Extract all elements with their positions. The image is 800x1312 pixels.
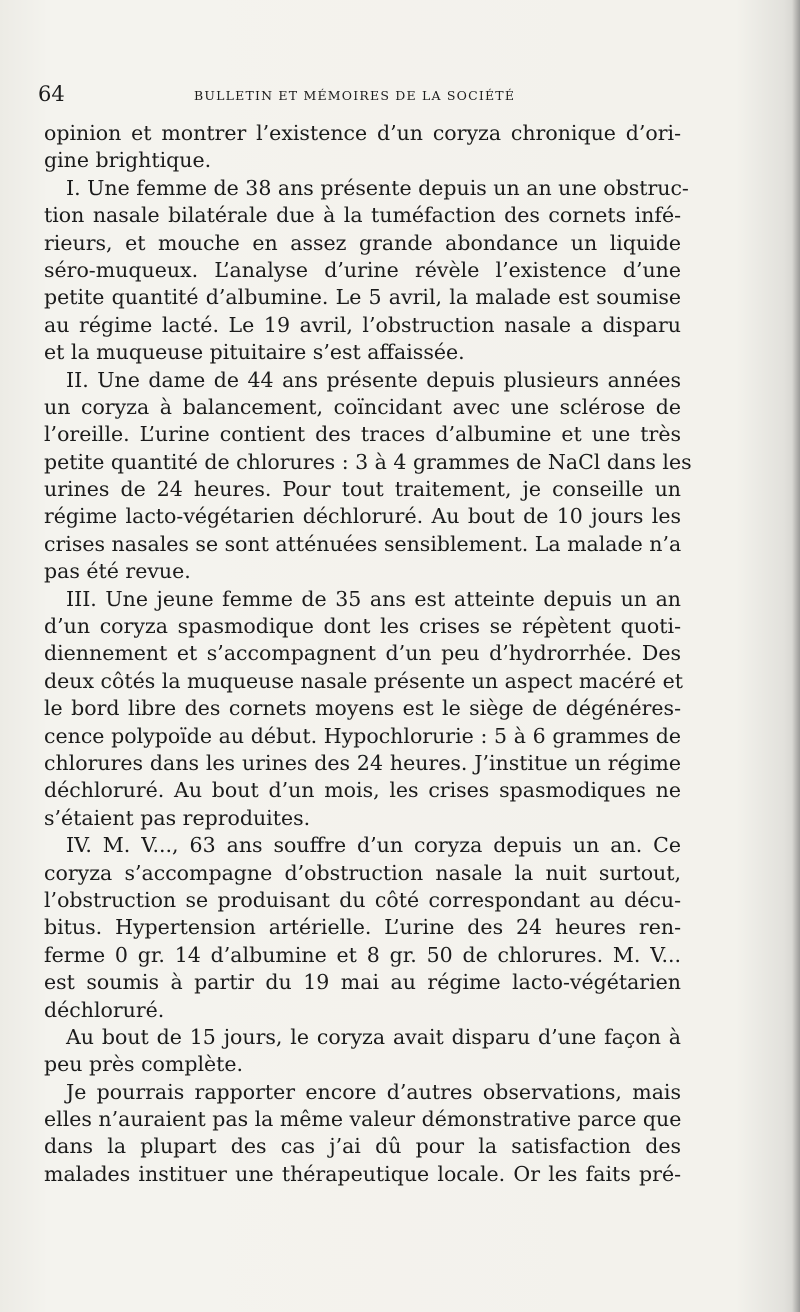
text-line: opinion et montrer l’existence d’un coryza chronique d’ori- — [44, 121, 681, 145]
body-text — [44, 120, 692, 1188]
text-line: le bord libre des cornets moyens est le siège de dégénéres- — [44, 696, 681, 721]
text-line: deux côtés la muqueuse nasale présente un aspect macéré et — [44, 668, 683, 693]
text-line: elles n’auraient pas la même valeur démonstrative parce que — [44, 1107, 682, 1132]
text-line: petite quantité de chlorures : 3 à 4 grammes de NaCl dans les — [44, 449, 692, 474]
text-line: petite quantité d’albumine. Le 5 avril, la malade est soumise — [44, 285, 681, 310]
page-edge-shadow — [792, 0, 800, 1312]
text-line: urines de 24 heures. Pour tout traitement, je conseille un — [44, 477, 681, 502]
text-line: pas été revue. — [44, 559, 191, 584]
text-line: Je pourrais rapporter encore d’autres observations, mais — [66, 1079, 681, 1104]
text-line: l’obstruction se produisant du côté correspondant au décu- — [44, 887, 681, 912]
text-line: coryza s’accompagne d’obstruction nasale la nuit surtout, — [44, 860, 681, 885]
text-line: déchloruré. — [44, 997, 165, 1022]
text-line: déchloruré. Au bout d’un mois, les crises spasmodiques ne — [44, 778, 681, 803]
text-line: est soumis à partir du 19 mai au régime lacto-végétarien — [44, 970, 681, 995]
text-line: et la muqueuse pituitaire s’est affaissée. — [44, 340, 465, 365]
text-line: régime lacto-végétarien déchloruré. Au bout de 10 jours les — [44, 504, 681, 529]
text-line: II. Une dame de 44 ans présente depuis plusieurs années — [66, 367, 681, 392]
text-line: I. Une femme de 38 ans présente depuis un an une obstruc- — [66, 175, 689, 200]
text-line: tion nasale bilatérale due à la tuméfaction des cornets infé- — [44, 203, 681, 228]
text-line: au régime lacté. Le 19 avril, l’obstruction nasale a disparu — [44, 312, 681, 337]
text-line: Au bout de 15 jours, le coryza avait disparu d’une façon à — [66, 1024, 681, 1049]
text-line: chlorures dans les urines des 24 heures. J’institue un régime — [44, 750, 681, 775]
text-line: séro-muqueux. L’analyse d’urine révèle l’existence d’une — [44, 257, 681, 282]
text-line: III. Une jeune femme de 35 ans est atteinte depuis un an — [66, 586, 681, 611]
page-header — [38, 84, 688, 108]
text-line: ferme 0 gr. 14 d’albumine et 8 gr. 50 de chlorures. M. V... — [44, 942, 681, 967]
text-line: dans la plupart des cas j’ai dû pour la satisfaction des — [44, 1134, 681, 1159]
text-line: l’oreille. L’urine contient des traces d’albumine et une très — [44, 422, 681, 447]
text-line: rieurs, et mouche en assez grande abondance un liquide — [44, 230, 681, 255]
text-line: s’étaient pas reproduites. — [44, 805, 311, 830]
text-line: d’un coryza spasmodique dont les crises se répètent quoti- — [44, 614, 681, 639]
text-line: peu près complète. — [44, 1052, 244, 1077]
page-number: 64 — [38, 82, 65, 106]
text-line: crises nasales se sont atténuées sensiblement. La malade n’a — [44, 531, 682, 556]
text-line: un coryza à balancement, coïncidant avec une sclérose de — [44, 394, 681, 419]
text-line: malades instituer une thérapeutique locale. Or les faits pré- — [44, 1161, 681, 1186]
text-line: bitus. Hypertension artérielle. L’urine des 24 heures ren- — [44, 915, 681, 940]
running-head: BULLETIN ET MÉMOIRES DE LA SOCIÉTÉ — [194, 88, 516, 103]
text-line: gine brightique. — [44, 148, 212, 173]
text-line: diennement et s’accompagnent d’un peu d’hydrorrhée. Des — [44, 641, 681, 666]
text-line: IV. M. V..., 63 ans souffre d’un coryza depuis un an. Ce — [66, 833, 681, 858]
text-line: cence polypoïde au début. Hypochlorurie : 5 à 6 grammes de — [44, 723, 681, 748]
